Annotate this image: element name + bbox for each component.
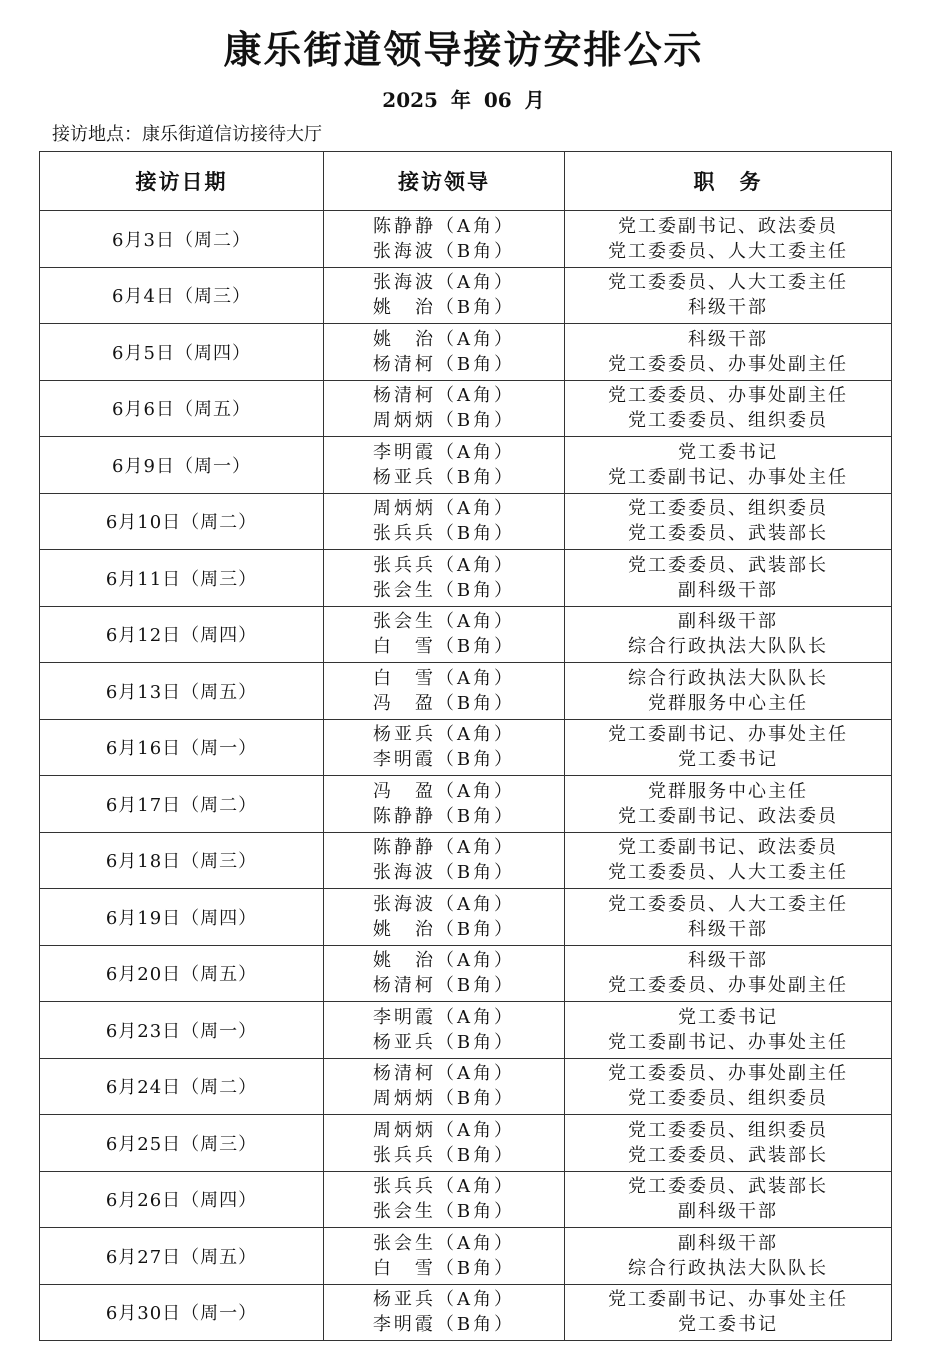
leader-b-name: 张兵兵（B角） xyxy=(372,1144,516,1166)
leader-a-name: 张海波（A角） xyxy=(373,893,515,915)
position-a-title: 党工委委员、人大工委主任 xyxy=(608,893,848,915)
table-row xyxy=(40,211,892,268)
position-b-title: 党工委委员、组织委员 xyxy=(628,1088,828,1110)
position-b-title: 党工委书记 xyxy=(678,749,778,771)
table-row xyxy=(40,889,892,946)
leader-cell xyxy=(324,945,565,1002)
leader-b-name: 张会生（B角） xyxy=(372,579,516,601)
date-cell: 6月20日（周五） xyxy=(40,945,324,1002)
position-b-title: 党群服务中心主任 xyxy=(648,692,808,714)
position-cell xyxy=(565,776,892,833)
table-row xyxy=(40,776,892,833)
position-b-title: 党工委委员、人大工委主任 xyxy=(608,240,848,262)
position-a-title: 副科级干部 xyxy=(678,1232,778,1254)
position-b-title: 科级干部 xyxy=(688,918,768,940)
table-row xyxy=(40,437,892,494)
month-subtitle: 2025 年 06 月 xyxy=(382,88,545,112)
position-cell xyxy=(565,719,892,776)
date-cell: 6月16日（周一） xyxy=(40,719,324,776)
leader-a-name: 张海波（A角） xyxy=(373,272,515,294)
position-cell xyxy=(565,1002,892,1059)
position-a-title: 党工委副书记、办事处主任 xyxy=(608,724,848,746)
leader-a-name: 张会生（A角） xyxy=(373,611,515,633)
date-cell: 6月5日（周四） xyxy=(40,324,324,381)
position-b-title: 综合行政执法大队队长 xyxy=(628,1257,828,1279)
position-b-title: 党工委副书记、办事处主任 xyxy=(608,466,848,488)
leader-a-name: 周炳炳（A角） xyxy=(373,498,515,520)
position-b-title: 综合行政执法大队队长 xyxy=(628,636,828,658)
position-b-title: 党工委副书记、政法委员 xyxy=(618,805,838,827)
leader-a-name: 杨清柯（A角） xyxy=(373,1063,515,1085)
leader-a-name: 陈静静（A角） xyxy=(373,837,515,859)
date-cell: 6月12日（周四） xyxy=(40,606,324,663)
schedule-table xyxy=(39,151,892,1341)
position-b-title: 党工委委员、武装部长 xyxy=(628,523,828,545)
leader-cell xyxy=(324,663,565,720)
leader-a-name: 杨亚兵（A角） xyxy=(373,1289,515,1311)
position-cell xyxy=(565,1284,892,1341)
position-b-title: 党工委副书记、办事处主任 xyxy=(608,1031,848,1053)
reception-location: 接访地点：康乐街道信访接待大厅 xyxy=(52,124,322,145)
leader-a-name: 姚 治（A角） xyxy=(373,950,515,972)
table-row xyxy=(40,606,892,663)
leader-a-name: 杨亚兵（A角） xyxy=(373,724,515,746)
position-cell xyxy=(565,663,892,720)
leader-cell xyxy=(324,719,565,776)
header-position: 职 务 xyxy=(565,152,892,211)
position-cell xyxy=(565,267,892,324)
table-row xyxy=(40,832,892,889)
leader-b-name: 冯 盈（B角） xyxy=(372,692,516,714)
leader-b-name: 张海波（B角） xyxy=(372,862,516,884)
date-cell: 6月13日（周五） xyxy=(40,663,324,720)
leader-a-name: 张兵兵（A角） xyxy=(373,554,515,576)
table-row xyxy=(40,1228,892,1285)
position-cell xyxy=(565,1171,892,1228)
date-cell: 6月4日（周三） xyxy=(40,267,324,324)
leader-b-name: 张兵兵（B角） xyxy=(372,523,516,545)
position-cell xyxy=(565,832,892,889)
position-b-title: 副科级干部 xyxy=(678,579,778,601)
header-row xyxy=(40,152,892,211)
leader-b-name: 李明霞（B角） xyxy=(372,1314,516,1336)
leader-cell xyxy=(324,832,565,889)
position-cell xyxy=(565,324,892,381)
position-cell xyxy=(565,1115,892,1172)
leader-cell xyxy=(324,324,565,381)
leader-cell xyxy=(324,1228,565,1285)
table-row xyxy=(40,945,892,1002)
leader-b-name: 白 雪（B角） xyxy=(372,1257,516,1279)
leader-a-name: 张兵兵（A角） xyxy=(373,1176,515,1198)
leader-b-name: 周炳炳（B角） xyxy=(372,1088,516,1110)
date-cell: 6月9日（周一） xyxy=(40,437,324,494)
position-b-title: 党工委委员、人大工委主任 xyxy=(608,862,848,884)
leader-a-name: 冯 盈（A角） xyxy=(373,780,515,802)
position-a-title: 党工委委员、人大工委主任 xyxy=(608,272,848,294)
table-row xyxy=(40,1171,892,1228)
position-b-title: 党工委书记 xyxy=(678,1314,778,1336)
leader-b-name: 张会生（B角） xyxy=(372,1201,516,1223)
leader-cell xyxy=(324,776,565,833)
leader-cell xyxy=(324,267,565,324)
date-cell: 6月23日（周一） xyxy=(40,1002,324,1059)
leader-b-name: 杨亚兵（B角） xyxy=(372,466,516,488)
position-a-title: 党工委书记 xyxy=(678,441,778,463)
position-a-title: 党工委副书记、办事处主任 xyxy=(608,1289,848,1311)
leader-b-name: 白 雪（B角） xyxy=(372,636,516,658)
leader-b-name: 张海波（B角） xyxy=(372,240,516,262)
position-a-title: 副科级干部 xyxy=(678,611,778,633)
leader-b-name: 姚 治（B角） xyxy=(372,297,516,319)
table-header xyxy=(40,152,892,211)
position-cell xyxy=(565,945,892,1002)
leader-cell xyxy=(324,1115,565,1172)
position-a-title: 科级干部 xyxy=(688,950,768,972)
header-leader: 接访领导 xyxy=(324,152,565,211)
table-row xyxy=(40,1058,892,1115)
position-a-title: 党工委副书记、政法委员 xyxy=(618,215,838,237)
leader-cell xyxy=(324,493,565,550)
date-cell: 6月19日（周四） xyxy=(40,889,324,946)
leader-cell xyxy=(324,606,565,663)
leader-a-name: 白 雪（A角） xyxy=(373,667,515,689)
leader-b-name: 周炳炳（B角） xyxy=(372,410,516,432)
table-row xyxy=(40,380,892,437)
leader-a-name: 张会生（A角） xyxy=(373,1232,515,1254)
leader-cell xyxy=(324,437,565,494)
leader-b-name: 陈静静（B角） xyxy=(372,805,516,827)
position-cell xyxy=(565,606,892,663)
position-cell xyxy=(565,889,892,946)
date-cell: 6月24日（周二） xyxy=(40,1058,324,1115)
leader-cell xyxy=(324,380,565,437)
position-a-title: 党工委书记 xyxy=(678,1006,778,1028)
position-b-title: 党工委委员、组织委员 xyxy=(628,410,828,432)
position-a-title: 综合行政执法大队队长 xyxy=(628,667,828,689)
position-a-title: 党工委委员、武装部长 xyxy=(628,1176,828,1198)
position-cell xyxy=(565,550,892,607)
table-row xyxy=(40,1284,892,1341)
leader-cell xyxy=(324,889,565,946)
position-a-title: 党工委委员、办事处副主任 xyxy=(608,385,848,407)
leader-b-name: 杨亚兵（B角） xyxy=(372,1031,516,1053)
table-row xyxy=(40,267,892,324)
leader-cell xyxy=(324,211,565,268)
position-cell xyxy=(565,1228,892,1285)
position-a-title: 科级干部 xyxy=(688,328,768,350)
date-cell: 6月3日（周二） xyxy=(40,211,324,268)
page-title: 康乐街道领导接访安排公示 xyxy=(223,28,704,72)
position-b-title: 科级干部 xyxy=(688,297,768,319)
leader-cell xyxy=(324,1171,565,1228)
leader-a-name: 周炳炳（A角） xyxy=(373,1119,515,1141)
position-b-title: 党工委委员、办事处副主任 xyxy=(608,353,848,375)
date-cell: 6月26日（周四） xyxy=(40,1171,324,1228)
leader-cell xyxy=(324,1284,565,1341)
table-row xyxy=(40,1115,892,1172)
position-b-title: 党工委委员、办事处副主任 xyxy=(608,975,848,997)
header-date: 接访日期 xyxy=(40,152,324,211)
leader-a-name: 李明霞（A角） xyxy=(373,441,515,463)
table-row xyxy=(40,663,892,720)
date-cell: 6月30日（周一） xyxy=(40,1284,324,1341)
position-cell xyxy=(565,211,892,268)
table-row xyxy=(40,324,892,381)
table-row xyxy=(40,719,892,776)
position-a-title: 党群服务中心主任 xyxy=(648,780,808,802)
position-a-title: 党工委委员、武装部长 xyxy=(628,554,828,576)
leader-b-name: 杨清柯（B角） xyxy=(372,975,516,997)
position-a-title: 党工委委员、办事处副主任 xyxy=(608,1063,848,1085)
date-cell: 6月18日（周三） xyxy=(40,832,324,889)
leader-a-name: 姚 治（A角） xyxy=(373,328,515,350)
leader-cell xyxy=(324,550,565,607)
position-cell xyxy=(565,380,892,437)
table-row xyxy=(40,493,892,550)
leader-a-name: 陈静静（A角） xyxy=(373,215,515,237)
position-a-title: 党工委副书记、政法委员 xyxy=(618,837,838,859)
leader-a-name: 杨清柯（A角） xyxy=(373,385,515,407)
date-cell: 6月25日（周三） xyxy=(40,1115,324,1172)
position-cell xyxy=(565,1058,892,1115)
position-cell xyxy=(565,493,892,550)
leader-b-name: 杨清柯（B角） xyxy=(372,353,516,375)
date-cell: 6月10日（周二） xyxy=(40,493,324,550)
date-cell: 6月17日（周二） xyxy=(40,776,324,833)
leader-b-name: 李明霞（B角） xyxy=(372,749,516,771)
position-a-title: 党工委委员、组织委员 xyxy=(628,498,828,520)
date-cell: 6月6日（周五） xyxy=(40,380,324,437)
table-body xyxy=(40,211,892,1341)
position-a-title: 党工委委员、组织委员 xyxy=(628,1119,828,1141)
leader-cell xyxy=(324,1002,565,1059)
leader-a-name: 李明霞（A角） xyxy=(373,1006,515,1028)
table-row xyxy=(40,550,892,607)
date-cell: 6月11日（周三） xyxy=(40,550,324,607)
date-cell: 6月27日（周五） xyxy=(40,1228,324,1285)
table-row xyxy=(40,1002,892,1059)
leader-b-name: 姚 治（B角） xyxy=(372,918,516,940)
position-b-title: 副科级干部 xyxy=(678,1201,778,1223)
leader-cell xyxy=(324,1058,565,1115)
position-b-title: 党工委委员、武装部长 xyxy=(628,1144,828,1166)
position-cell xyxy=(565,437,892,494)
